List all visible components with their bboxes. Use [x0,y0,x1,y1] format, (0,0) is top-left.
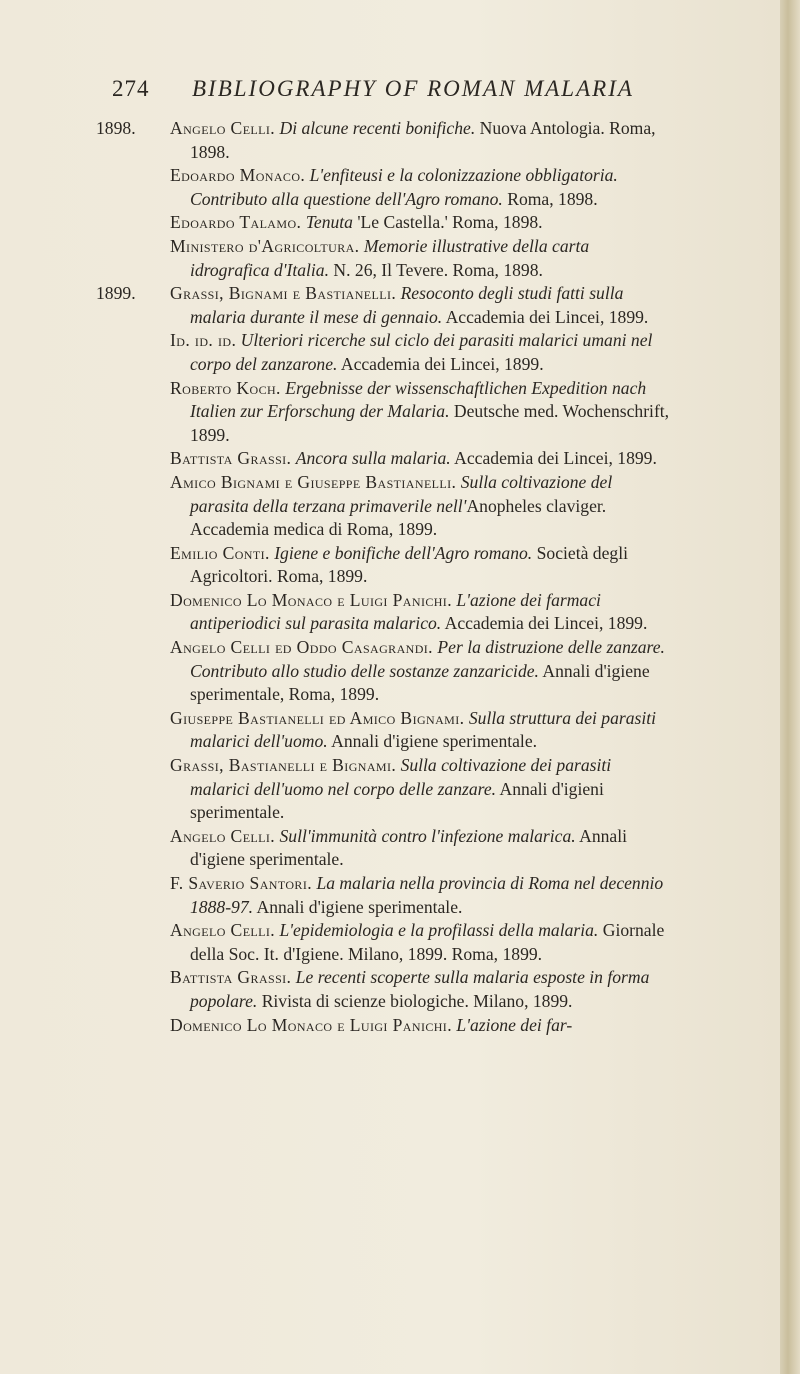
entry-author: Emilio Conti. [170,542,270,563]
entry-publication: N. 26, Il Tevere. Roma, 1898. [333,259,543,280]
entry-author: Grassi, Bignami e Bastianelli. [170,283,397,304]
list-item [112,329,672,376]
entry-author: Domenico Lo Monaco e Luigi Panichi. [170,589,452,610]
list-item [96,282,672,329]
page-number: 274 [112,76,150,101]
entry-publication: Roma, 1898. [507,188,598,209]
entry-author: Angelo Celli. [170,920,276,941]
list-item [112,377,672,448]
entry-author: Ministero d'Agricoltura. [170,235,360,256]
list-item [112,164,672,211]
entry-author: Edoardo Talamo. [170,212,302,233]
entry-author: Giuseppe Bastianelli ed Amico Bignami. [170,707,465,728]
running-title: BIBLIOGRAPHY OF ROMAN MALARIA [192,76,634,101]
entry-title: Ulteriori ricerche sul ciclo dei parasiti malarici umani nel corpo del zanzarone. [190,330,653,374]
entry-title: Per la distruzione delle zanzare. Contributo allo studio delle sostanze zanzaricide. [190,637,665,681]
entry-author: Angelo Celli. [170,118,276,138]
entry-title: Di alcune recenti bonifiche. [279,118,476,138]
list-item [96,117,672,164]
entry-title: L'azione dei far- [456,1014,573,1035]
list-item [112,471,672,542]
entry-title: Tenuta [305,212,353,233]
list-item [112,825,672,872]
bibliography-list [96,117,672,1037]
entry-year: 1899. [96,283,136,304]
entry-publication: 'Le Castella.' Roma, 1898. [357,212,543,233]
entry-title: L'enfiteusi e la colonizzazione obbligatoria. Contributo alla questione dell'Agro romano. [190,165,618,209]
entry-publication: Società degli Agricoltori. Roma, 1899. [190,542,628,587]
entry-year: 1898. [96,118,136,138]
entry-title: Igiene e bonifiche dell'Agro romano. [274,542,533,563]
entry-author: Battista Grassi. [170,967,292,988]
entry-publication: Accademia dei Lincei, 1899. [444,613,648,634]
entry-publication: Annali d'igieni sperimentale. [190,778,604,823]
entry-publication: Annali d'igiene sperimentale. [256,896,463,917]
list-item [112,872,672,919]
entry-title: Memorie illustrative della carta idrografica d'Italia. [190,235,590,280]
list-item [112,211,672,235]
entry-title: Sulla coltivazione dei parasiti malarici dell'uomo nel corpo delle zanzare. [190,755,612,799]
entry-title: La malaria nella provincia di Roma nel decennio 1888-97. [190,873,664,917]
entry-publication: Anopheles claviger. Accademia medica di Roma, 1899. [190,495,607,540]
entry-publication: Accademia dei Lincei, 1899. [445,306,649,327]
entry-title: Resoconto degli studi fatti sulla malaria durante il mese di gennaio. [190,283,624,327]
list-item [112,919,672,966]
entry-title: Le recenti scoperte sulla malaria esposte in forma popolare. [190,967,650,1011]
entry-title: L'epidemiologia e la profilassi della malaria. [279,920,599,941]
entry-author: F. Saverio Santori. [170,873,313,893]
entry-title: Ergebnisse der wissenschaftlichen Expedition nach Italien zur Erforschung der Malaria. [190,377,647,422]
entry-publication: Annali d'igiene sperimentale. [331,731,538,752]
list-item [112,1014,672,1038]
list-item [112,754,672,825]
list-item [112,966,672,1013]
entry-publication: Accademia dei Lincei, 1899. [454,448,657,469]
entry-author: Roberto Koch. [170,377,281,398]
entry-title: L'azione dei farmaci antiperiodici sul parasita malarico. [190,589,601,634]
entry-publication: Annali d'igiene sperimentale, Roma, 1899. [190,660,650,705]
entry-author: Id. id. id. [170,330,237,351]
entry-publication: Giornale della Soc. It. d'Igiene. Milano, 1899. Roma, 1899. [190,920,665,964]
entry-title: Sulla coltivazione del parasita della terzana primaverile nell' [190,471,613,516]
page-edge [780,0,800,1374]
list-item [112,589,672,636]
entry-title: Ancora sulla malaria. [295,448,451,469]
entry-publication: Annali d'igiene sperimentale. [190,825,628,870]
entry-publication: Rivista di scienze biologiche. Milano, 1899. [261,990,573,1011]
entry-author: Angelo Celli ed Oddo Casagrandi. [170,637,433,658]
entry-author: Domenico Lo Monaco e Luigi Panichi. [170,1014,452,1035]
list-item [112,447,672,471]
list-item [112,636,672,707]
entry-title: Sulla struttura dei parasiti malarici dell'uomo. [190,707,657,752]
list-item [112,707,672,754]
entry-author: Amico Bignami e Giuseppe Bastianelli. [170,471,457,492]
entry-author: Grassi, Bastianelli e Bignami. [170,755,397,776]
entry-author: Angelo Celli. [170,825,276,846]
list-item [112,542,672,589]
entry-publication: Accademia dei Lincei, 1899. [340,353,544,374]
list-item [112,235,672,282]
entry-title: Sull'immunità contro l'infezione malarica. [279,825,576,846]
entry-author: Battista Grassi. [170,448,292,469]
entry-publication: Deutsche med. Wochenschrift, 1899. [190,401,670,445]
entry-publication: Nuova Antologia. Roma, 1898. [190,118,656,162]
entry-author: Edoardo Monaco. [170,165,306,186]
